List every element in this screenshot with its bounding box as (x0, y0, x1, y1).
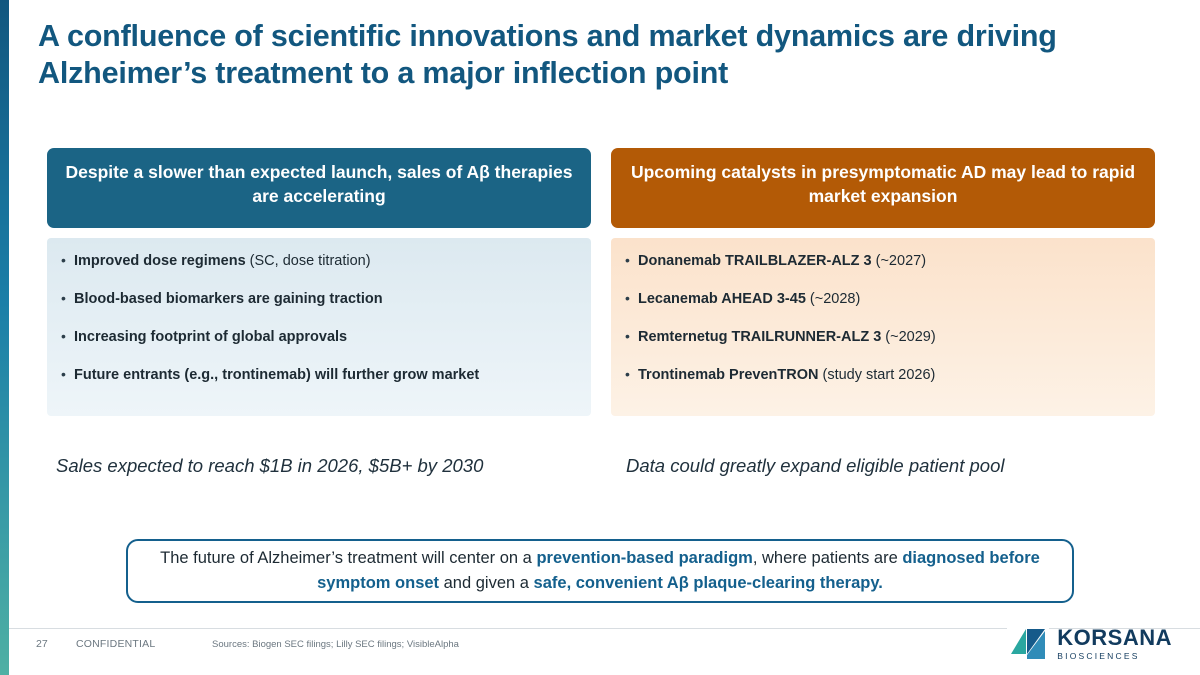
list-item-rest: (SC, dose titration) (245, 253, 371, 269)
sources-note: Sources: Biogen SEC filings; Lilly SEC filings; VisibleAlpha (212, 639, 459, 650)
right-column-caption: Data could greatly expand eligible patient pool (626, 455, 1005, 476)
logo-name: KORSANA (1057, 625, 1172, 651)
list-item-text (74, 328, 577, 346)
confidential-label: CONFIDENTIAL (76, 638, 156, 650)
list-item-bold: Blood-based biomarkers are gaining traction (74, 291, 383, 308)
logo-subtitle: BIOSCIENCES (1057, 651, 1140, 662)
list-item (625, 328, 1141, 346)
list-item-bold: Remternetug TRAILRUNNER-ALZ 3 (638, 329, 882, 346)
left-column-body (47, 238, 591, 416)
list-item (61, 328, 577, 346)
callout-highlight-2: diagnosed before symptom onset (317, 549, 1040, 592)
callout-highlight-3: safe, convenient Aβ plaque-clearing therapy. (533, 574, 883, 592)
bullet-dot-icon: • (61, 328, 66, 345)
list-item-bold: Trontinemab PrevenTRON (638, 367, 819, 384)
list-item-text (638, 366, 1141, 384)
list-item-rest: (~2027) (871, 253, 927, 269)
bullet-dot-icon: • (625, 252, 630, 268)
page-title: A confluence of scientific innovations and market dynamics are driving Alzheimer’s treatment to a major inflection point (38, 19, 1057, 91)
right-column (611, 148, 1155, 416)
list-item-text (638, 290, 1141, 308)
list-item-bold: Improved dose regimens (74, 253, 246, 269)
bullet-dot-icon: • (625, 290, 630, 307)
list-item (61, 252, 577, 270)
list-item-bold: Increasing footprint of global approvals (74, 329, 348, 346)
list-item-rest: (~2029) (881, 329, 936, 346)
left-accent-bar (0, 0, 9, 675)
left-column-caption: Sales expected to reach $1B in 2026, $5B+ by 2030 (56, 455, 484, 476)
bullet-dot-icon: • (625, 366, 630, 383)
list-item-text (74, 366, 577, 384)
list-item (625, 290, 1141, 308)
callout-part-3: and given a (439, 574, 534, 592)
list-item (625, 366, 1141, 384)
list-item-text (638, 328, 1141, 346)
list-item-rest: (~2028) (805, 291, 861, 308)
bullet-dot-icon: • (625, 328, 630, 345)
right-column-body (611, 238, 1155, 416)
list-item (61, 366, 577, 384)
callout-text (128, 546, 1072, 596)
logo-text (1057, 627, 1172, 661)
list-item-bold: Lecanemab AHEAD 3-45 (638, 291, 806, 308)
bullet-dot-icon: • (61, 252, 66, 268)
list-item-text (74, 290, 577, 308)
left-column-header: Despite a slower than expected launch, sales of Aβ therapies are accelerating (47, 148, 591, 228)
callout-box (126, 539, 1074, 603)
page-number: 27 (36, 638, 48, 650)
list-item-text (74, 252, 577, 270)
callout-highlight-1: prevention-based paradigm (536, 549, 753, 568)
callout-part-2: , where patients are (752, 549, 903, 568)
list-item-rest: (study start 2026) (818, 367, 936, 384)
list-item (61, 290, 577, 308)
bullet-dot-icon: • (61, 290, 66, 307)
list-item-bold: Donanemab TRAILBLAZER-ALZ 3 (638, 253, 872, 269)
company-logo (1007, 623, 1172, 665)
right-column-header: Upcoming catalysts in presymptomatic AD may lead to rapid market expansion (611, 148, 1155, 228)
korsana-logo-icon (1007, 623, 1049, 665)
left-column (47, 148, 591, 416)
list-item (625, 252, 1141, 270)
bullet-dot-icon: • (61, 366, 66, 383)
callout-part-1: The future of Alzheimer’s treatment will center on a (160, 549, 537, 568)
list-item-bold: Future entrants (e.g., trontinemab) will further grow market (74, 367, 480, 384)
list-item-text (638, 252, 1141, 270)
